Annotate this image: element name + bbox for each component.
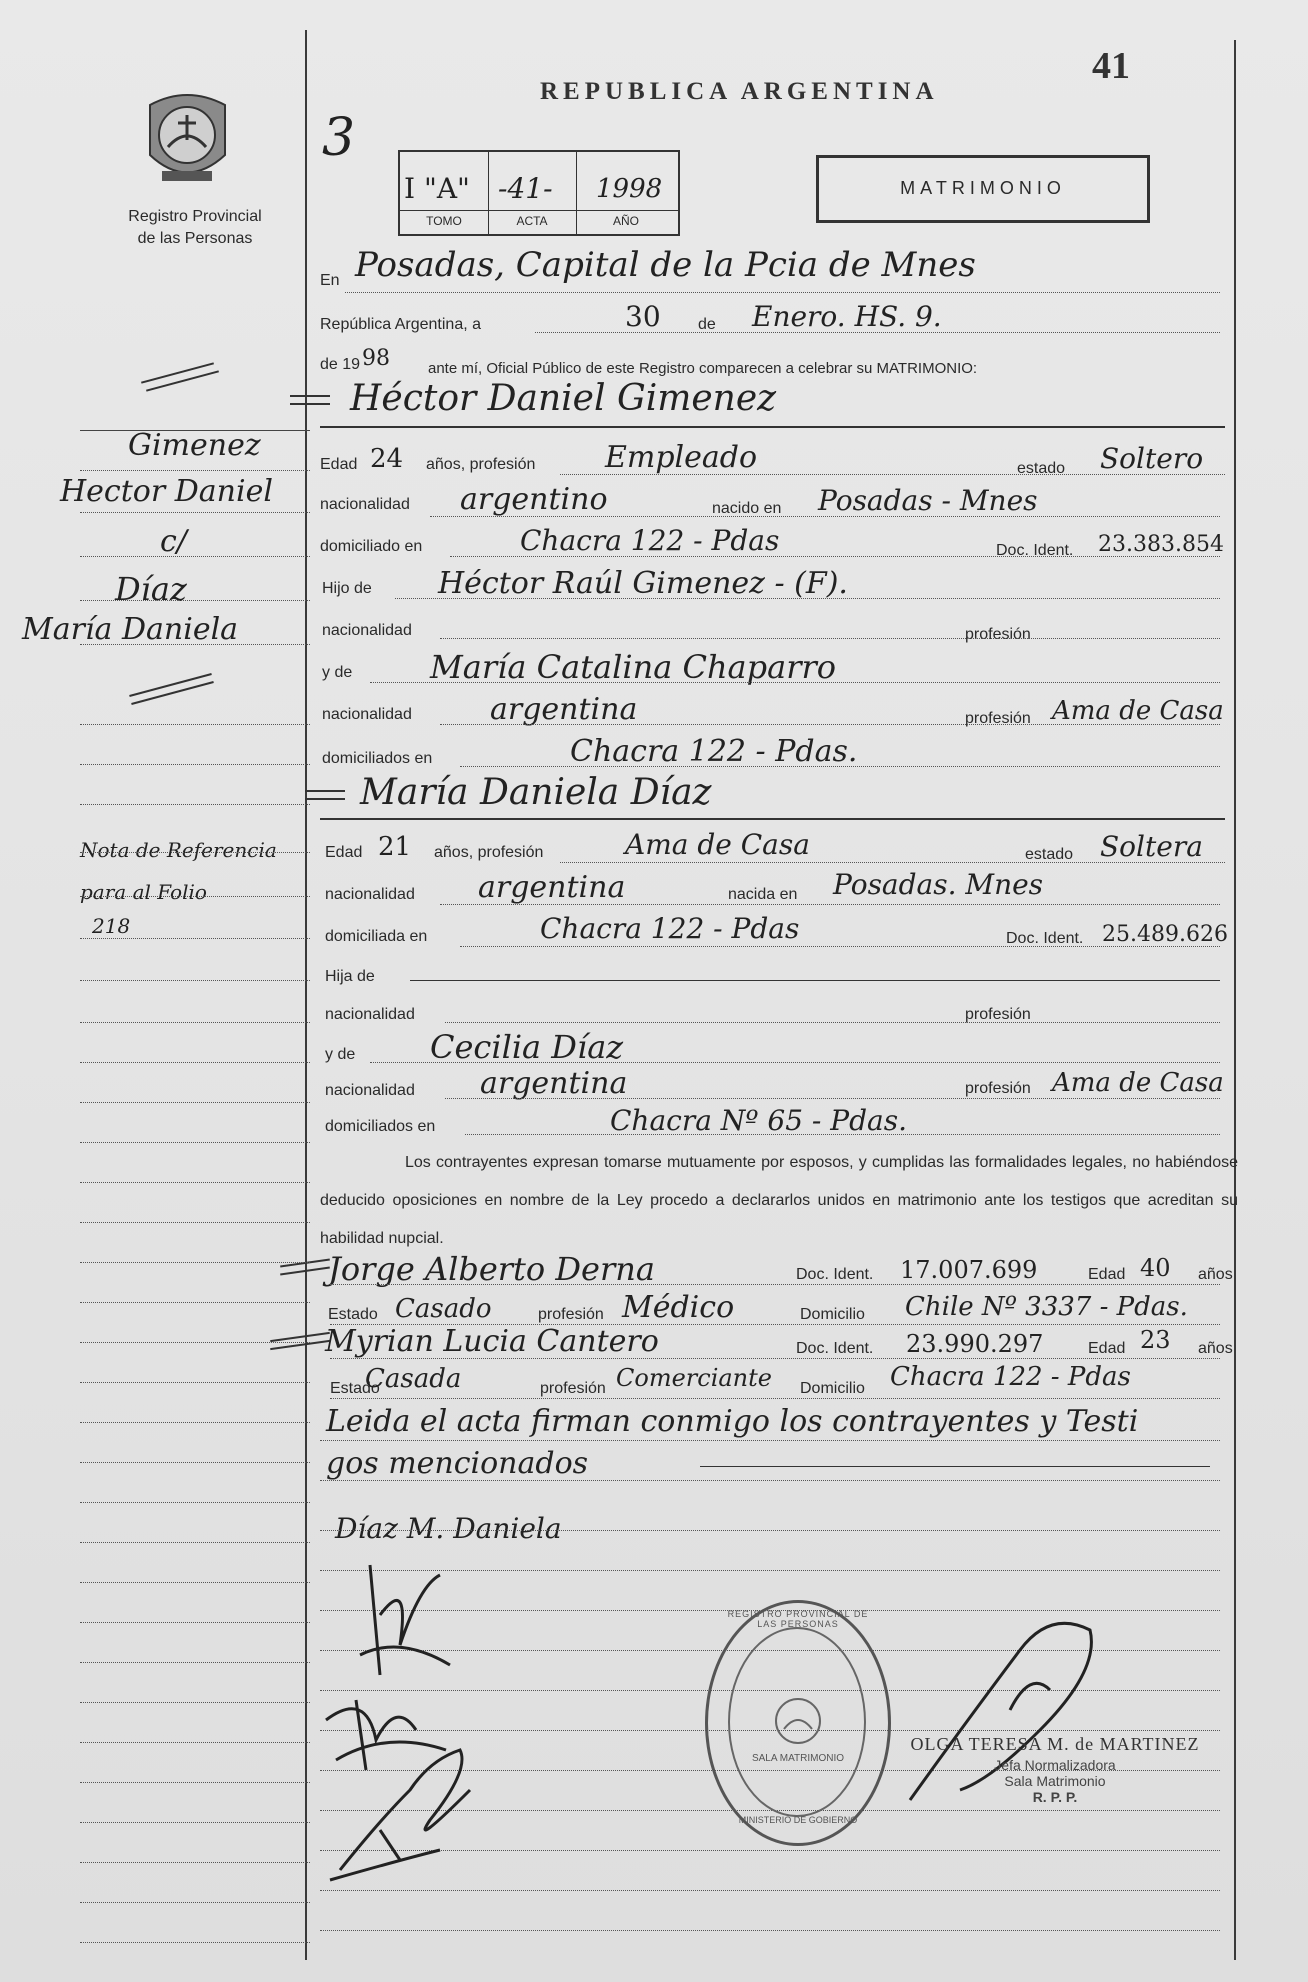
groom-y-de-label: y de: [322, 664, 353, 681]
declaration-text: Los contrayentes expresan tomarse mutuamente por esposos, y cumplidas las formalidades legales, no habiéndose deducido oposiciones en nombre de la Ley procedo a declararlos unidos en matrimonio ante los testigos que acreditan su habilidad nupcial.: [320, 1154, 1238, 1247]
groom-mother-profession: Ama de Casa: [1052, 696, 1224, 726]
acta-label: ACTA: [516, 214, 548, 228]
bride-edad-label: Edad: [325, 844, 363, 861]
document-type: MATRIMONIO: [900, 178, 1066, 198]
groom-address: Chacra 122 - Pdas: [520, 524, 780, 557]
margin-note-line1: Nota de Referencia: [80, 838, 277, 862]
margin-bride-given: María Daniela: [22, 612, 239, 647]
groom-father: Héctor Raúl Gimenez - (F).: [438, 566, 848, 601]
groom-mother: María Catalina Chaparro: [430, 648, 837, 686]
day-value: 30: [625, 300, 661, 333]
closing-line2: gos mencionados: [326, 1446, 589, 1481]
witness1-profession: Médico: [622, 1290, 735, 1325]
registry-line1: Registro Provincial: [128, 208, 262, 225]
margin-conjunction: c/: [160, 524, 187, 559]
witness2-edad-label: Edad: [1088, 1340, 1126, 1357]
margin-groom-surname: Gimenez: [128, 428, 261, 463]
witness2-address: Chacra 122 - Pdas: [890, 1362, 1131, 1392]
witness1-doc-label: Doc. Ident.: [796, 1266, 874, 1283]
republica-label: República Argentina, a: [320, 316, 481, 333]
witness1-estado-label: Estado: [328, 1306, 378, 1323]
witness2-doc: 23.990.297: [906, 1330, 1044, 1358]
bride-age: 21: [378, 832, 412, 862]
margin-note-line2: para al Folio: [80, 880, 207, 904]
document-type-box: [816, 155, 1150, 223]
month-hour-value: Enero. HS. 9.: [752, 300, 942, 333]
margin-mark-top2: [146, 370, 219, 391]
witness1-doc: 17.007.699: [900, 1256, 1038, 1284]
groom-domiciliado-label: domiciliado en: [320, 538, 423, 555]
groom-edad-label: Edad: [320, 456, 358, 473]
year-prefix: de 19: [320, 356, 361, 373]
bride-name: María Daniela Díaz: [360, 772, 712, 813]
bride-parents-dom-label: domiciliados en: [325, 1118, 436, 1135]
registry-round-stamp: [705, 1600, 891, 1846]
bride-anos-profesion-label: años, profesión: [434, 844, 544, 861]
bride-mother-nac-label: nacionalidad: [325, 1082, 415, 1099]
country-title: REPUBLICA ARGENTINA: [540, 78, 939, 105]
stamp-emblem-icon: [770, 1693, 826, 1749]
tomo-acta-ano-table: [398, 150, 680, 236]
year-suffix: 98: [362, 346, 390, 371]
groom-signature-icon: [340, 1555, 470, 1695]
bride-father-nac-label: nacionalidad: [325, 1006, 415, 1023]
folio-number: 41: [1092, 45, 1130, 87]
ano-value: 1998: [596, 174, 663, 204]
registry-name: [95, 206, 295, 250]
bride-mother-profession: Ama de Casa: [1052, 1068, 1224, 1098]
groom-parents-address: Chacra 122 - Pdas.: [570, 734, 858, 769]
groom-estado-label: estado: [1017, 460, 1066, 477]
groom-anos-profesion-label: años, profesión: [426, 456, 536, 473]
bride-mother: Cecilia Díaz: [430, 1028, 624, 1066]
de-label: de: [698, 316, 716, 333]
stamp-ring-text: REGISTRO PROVINCIAL DE LAS PERSONAS: [727, 1609, 869, 1629]
tomo-value: I "A": [404, 172, 470, 205]
bride-signature: Díaz M. Daniela: [335, 1512, 562, 1545]
witness1-edad-label: Edad: [1088, 1266, 1126, 1283]
bride-hija-label: Hija de: [325, 968, 375, 985]
bride-doc: 25.489.626: [1102, 922, 1228, 947]
bride-doc-label: Doc. Ident.: [1006, 930, 1084, 947]
witness2-anos-label: años: [1198, 1340, 1233, 1357]
stamp-inner-text: SALA MATRIMONIO: [751, 1753, 845, 1764]
margin-divider-line: [305, 30, 307, 1960]
groom-doc-label: Doc. Ident.: [996, 542, 1074, 559]
official-title2: Sala Matrimonio: [1004, 1773, 1106, 1789]
groom-birthplace: Posadas - Mnes: [818, 484, 1038, 517]
stamp-bottom-text: MINISTERIO DE GOBIERNO: [738, 1815, 858, 1825]
bride-nacida-label: nacida en: [728, 886, 798, 903]
margin-groom-given: Hector Daniel: [60, 474, 273, 509]
bride-domiciliada-label: domiciliada en: [325, 928, 428, 945]
witness1-profesion-label: profesión: [538, 1306, 604, 1323]
bride-mother-prof-label: profesión: [965, 1080, 1031, 1097]
margin-bride-surname: Díaz: [115, 570, 187, 608]
bride-profession: Ama de Casa: [625, 828, 810, 861]
bride-y-de-label: y de: [325, 1046, 356, 1063]
tomo-label: TOMO: [426, 214, 462, 228]
official-title1: Jefa Normalizadora: [994, 1757, 1116, 1773]
witness2-domicilio-label: Domicilio: [800, 1380, 865, 1397]
groom-mother-prof-label: profesión: [965, 710, 1031, 727]
witness2-estado-label: Estado: [330, 1380, 380, 1397]
place-value: Posadas, Capital de la Pcia de Mnes: [355, 245, 976, 285]
witness2-estado: Casada: [365, 1364, 462, 1394]
registry-line2: de las Personas: [137, 230, 253, 247]
groom-doc: 23.383.854: [1098, 532, 1224, 557]
groom-nacido-label: nacido en: [712, 500, 782, 517]
witness2-doc-label: Doc. Ident.: [796, 1340, 874, 1357]
witness1-domicilio-label: Domicilio: [800, 1306, 865, 1323]
groom-age: 24: [370, 444, 404, 474]
margin-note-line3: 218: [92, 914, 131, 938]
groom-father-prof-label: profesión: [965, 626, 1031, 643]
witness2-age: 23: [1140, 1326, 1171, 1354]
witness1-anos-label: años: [1198, 1266, 1233, 1283]
official-block: [890, 1734, 1220, 1805]
groom-mother-nac-label: nacionalidad: [322, 706, 412, 723]
en-label: En: [320, 272, 340, 289]
witness1-age: 40: [1140, 1254, 1171, 1282]
right-border-line: [1234, 40, 1236, 1960]
bride-father-prof-label: profesión: [965, 1006, 1031, 1023]
witness2-profesion-label: profesión: [540, 1380, 606, 1397]
witness1-estado: Casado: [395, 1294, 492, 1324]
groom-father-nac-label: nacionalidad: [322, 622, 412, 639]
groom-mother-nationality: argentina: [490, 692, 638, 727]
witness1-address: Chile Nº 3337 - Pdas.: [905, 1292, 1188, 1322]
witness2-name: Myrian Lucia Cantero: [325, 1324, 659, 1359]
province-seal-icon: [140, 85, 235, 190]
bride-parents-address: Chacra Nº 65 - Pdas.: [610, 1104, 907, 1137]
witness2-signature-icon: [320, 1730, 500, 1890]
acta-value: -41-: [498, 172, 553, 205]
bride-address: Chacra 122 - Pdas: [540, 912, 800, 945]
official-name: OLGA TERESA M. de MARTINEZ: [910, 1734, 1200, 1754]
groom-parents-dom-label: domiciliados en: [322, 750, 433, 767]
bride-estado: Soltera: [1100, 830, 1203, 863]
official-title3: R. P. P.: [1032, 1789, 1078, 1805]
groom-profession: Empleado: [605, 440, 758, 475]
groom-hijo-label: Hijo de: [322, 580, 372, 597]
closing-line1: Leida el acta firman conmigo los contrayentes y Testi: [326, 1404, 1139, 1439]
bride-nationality: argentina: [478, 870, 626, 905]
bride-birthplace: Posadas. Mnes: [833, 868, 1044, 901]
witness2-profession: Comerciante: [616, 1364, 772, 1392]
intro-text: ante mí, Oficial Público de este Registro comparecen a celebrar su MATRIMONIO:: [428, 360, 978, 377]
groom-estado: Soltero: [1100, 442, 1204, 475]
bride-nacionalidad-label: nacionalidad: [325, 886, 415, 903]
corner-mark: 3: [322, 108, 356, 168]
groom-nacionalidad-label: nacionalidad: [320, 496, 410, 513]
bride-estado-label: estado: [1025, 846, 1074, 863]
groom-nationality: argentino: [460, 482, 608, 517]
groom-name: Héctor Daniel Gimenez: [350, 378, 777, 419]
ano-label: AÑO: [612, 214, 639, 228]
witness1-name: Jorge Alberto Derna: [328, 1250, 655, 1288]
bride-mother-nationality: argentina: [480, 1066, 628, 1101]
